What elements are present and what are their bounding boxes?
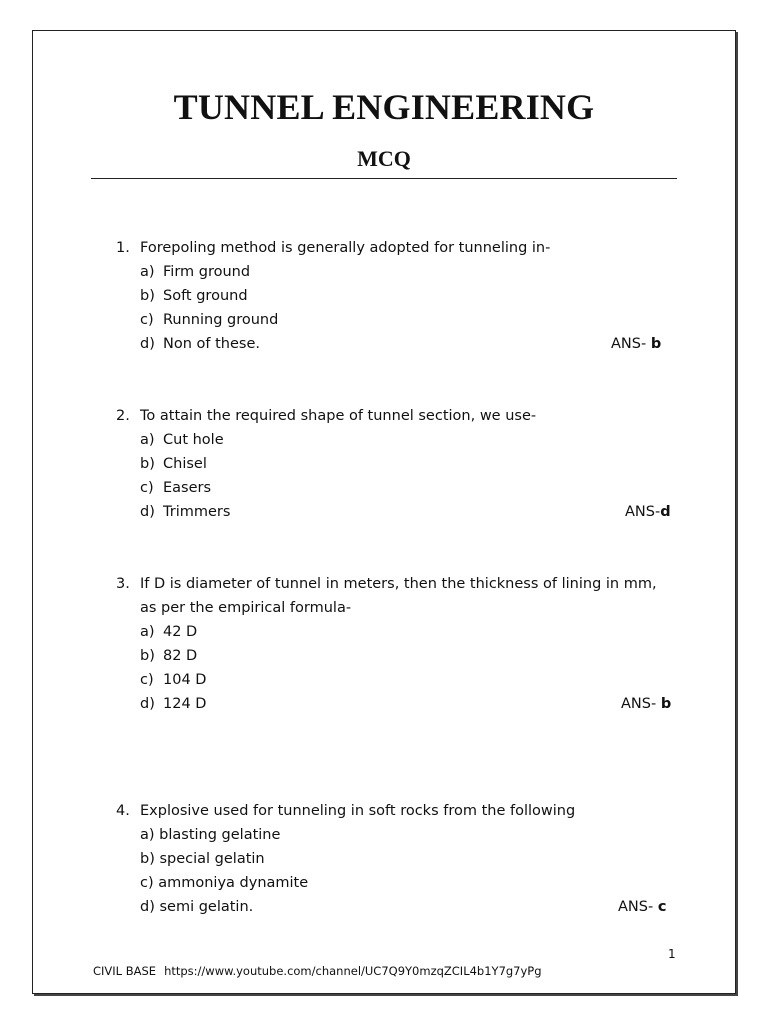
option-text: Trimmers [163, 504, 231, 520]
option-b [0, 644, 768, 668]
answer [625, 500, 671, 524]
question-text: To attain the required shape of tunnel section, we use- [140, 408, 537, 424]
option-c [0, 476, 768, 500]
option-text: b) special gelatin [140, 851, 265, 867]
question-text: If D is diameter of tunnel in meters, then the thickness of lining in mm, [140, 576, 657, 592]
answer-value: b [650, 336, 662, 352]
option-letter: c) [140, 480, 154, 496]
option-b [0, 847, 768, 871]
option-letter: c) [140, 672, 154, 688]
option-letter: b) [140, 648, 155, 664]
page-number: 1 [668, 947, 676, 961]
option-d [0, 895, 768, 919]
answer-prefix: ANS- [625, 504, 661, 520]
footer-brand: CIVIL BASE [93, 964, 157, 978]
option-b [0, 452, 768, 476]
answer-prefix: ANS- [611, 336, 651, 352]
option-text: Chisel [163, 456, 207, 472]
option-text: c) ammoniya dynamite [140, 875, 309, 891]
answer-value: c [657, 899, 667, 915]
answer [611, 332, 661, 356]
option-a [0, 620, 768, 644]
option-text: Soft ground [163, 288, 248, 304]
option-text: Non of these. [163, 336, 260, 352]
option-letter: d) [140, 336, 155, 352]
question-number: 2. [116, 408, 130, 424]
option-letter: b) [140, 288, 155, 304]
option-text: Running ground [163, 312, 279, 328]
answer-value: b [660, 696, 672, 712]
answer-prefix: ANS- [621, 696, 661, 712]
option-a [0, 428, 768, 452]
option-a [0, 260, 768, 284]
question-1 [0, 236, 768, 356]
option-letter: c) [140, 312, 154, 328]
question-text: Explosive used for tunneling in soft rocks from the following [140, 803, 576, 819]
title-divider [91, 178, 677, 179]
option-letter: a) [140, 432, 155, 448]
option-text: 124 D [163, 696, 207, 712]
document-subtitle: MCQ [357, 146, 411, 171]
option-text: 104 D [163, 672, 207, 688]
option-d [0, 692, 768, 716]
option-d [0, 332, 768, 356]
answer-prefix: ANS- [618, 899, 658, 915]
question-3 [0, 572, 768, 716]
document-title: TUNNEL ENGINEERING [173, 87, 595, 127]
option-d [0, 500, 768, 524]
option-c [0, 668, 768, 692]
option-c [0, 871, 768, 895]
option-text: 82 D [163, 648, 198, 664]
question-number: 4. [116, 803, 130, 819]
option-letter: b) [140, 456, 155, 472]
option-text: a) blasting gelatine [140, 827, 281, 843]
question-text-continued: as per the empirical formula- [140, 600, 352, 616]
option-text: Easers [163, 480, 212, 496]
option-text: 42 D [163, 624, 198, 640]
option-letter: a) [140, 264, 155, 280]
footer [93, 964, 542, 978]
answer [618, 895, 666, 919]
question-number: 1. [116, 240, 130, 256]
option-b [0, 284, 768, 308]
option-letter: d) [140, 504, 155, 520]
question-4 [0, 799, 768, 919]
option-a [0, 823, 768, 847]
option-text: Firm ground [163, 264, 251, 280]
question-text: Forepoling method is generally adopted for tunneling in- [140, 240, 551, 256]
question-2 [0, 404, 768, 524]
answer [621, 692, 671, 716]
answer-value: d [660, 504, 671, 520]
option-text: Cut hole [163, 432, 224, 448]
option-letter: d) [140, 696, 155, 712]
option-letter: a) [140, 624, 155, 640]
option-c [0, 308, 768, 332]
option-text: d) semi gelatin. [140, 899, 254, 915]
question-number: 3. [116, 576, 130, 592]
footer-url[interactable]: https://www.youtube.com/channel/UC7Q9Y0mzqZCIL4b1Y7g7yPg [164, 964, 542, 978]
